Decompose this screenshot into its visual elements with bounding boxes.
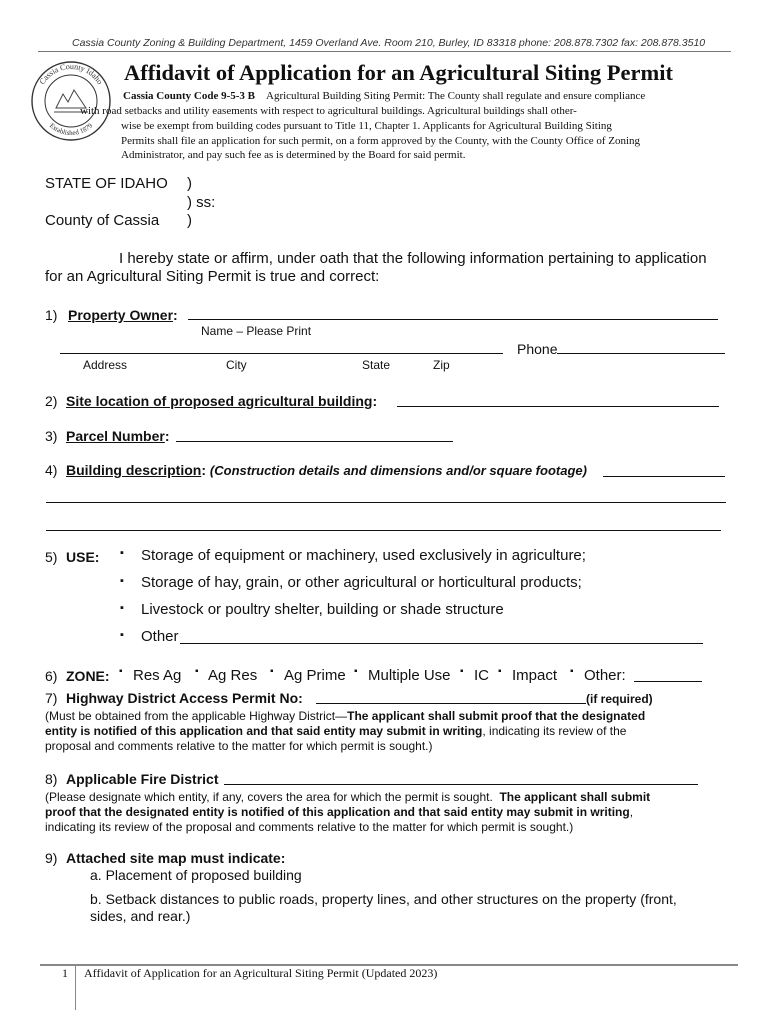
q5-option-4: Other: [141, 628, 179, 645]
seal-bottom-text: Established 1879: [47, 121, 95, 138]
q3-label-wrap: [66, 428, 170, 444]
code-ref: Cassia County Code 9-5-3 B: [123, 90, 256, 102]
q5-number: 5): [45, 549, 58, 565]
zone-option-res-ag: Res Ag: [133, 667, 182, 684]
q8-note-c: proof that the designated entity is notified of this application and that said entity may submit in writing: [45, 805, 630, 819]
zone-checkbox-1[interactable]: ▪: [119, 666, 123, 677]
q1-address-hint: Address: [83, 358, 128, 372]
parcel-number-field[interactable]: [176, 441, 453, 442]
q2-number: 2): [45, 393, 58, 409]
venue-county: County of Cassia: [45, 212, 160, 229]
zone-checkbox-5[interactable]: ▪: [460, 666, 464, 677]
q7-note-a: (Must be obtained from the applicable Highway District—: [45, 709, 348, 723]
q5-checkbox-3[interactable]: ▪: [120, 602, 124, 614]
q8-label: Applicable Fire District: [66, 771, 219, 787]
zone-option-ic: IC: [474, 667, 489, 684]
building-description-field-3[interactable]: [46, 530, 721, 531]
fire-district-field[interactable]: [224, 784, 698, 785]
code-line-3: wise be exempt from building codes pursuant to Title 11, Chapter 1. Applicants for Agricultural Building Siting: [121, 120, 612, 132]
svg-text:Established 1879: [48, 121, 95, 137]
site-location-field[interactable]: [397, 406, 719, 407]
q9-item-b-line-1: b. Setback distances to public roads, property lines, and other structures on the property (front,: [90, 891, 677, 907]
q1-name-hint: Name – Please Print: [201, 324, 312, 338]
q1-zip-hint: Zip: [433, 358, 450, 372]
q5-option-2: Storage of hay, grain, or other agricultural or horticultural products;: [141, 574, 582, 591]
q8-note-line-3: indicating its review of the proposal and comments relative to the matter for which permit is sought.): [45, 820, 574, 834]
header-address: Cassia County Zoning & Building Department, 1459 Overland Ave. Room 210, Burley, ID 83318 phone: 208.878.7302 fax: 208.878.3510: [72, 37, 706, 49]
footer-text: Affidavit of Application for an Agricultural Siting Permit (Updated 2023): [84, 966, 438, 980]
svg-text:Cassia County Idaho: [37, 62, 104, 86]
zone-checkbox-4[interactable]: ▪: [354, 666, 358, 677]
building-description-field-1[interactable]: [603, 476, 725, 477]
q8-note-d: ,: [629, 805, 634, 819]
q2-colon: :: [372, 393, 378, 409]
page-title: Affidavit of Application for an Agricultural Siting Permit: [124, 60, 673, 85]
q7-number: 7): [45, 690, 58, 706]
q7-note-d: , indicating its review of the: [482, 724, 627, 738]
venue-state: STATE OF IDAHO: [45, 175, 168, 192]
q5-label: USE:: [66, 549, 100, 565]
q2-label: Site location of proposed agricultural building: [66, 393, 373, 409]
q5-checkbox-4[interactable]: ▪: [120, 629, 124, 641]
zone-option-multiple-use: Multiple Use: [368, 667, 451, 684]
q6-label: ZONE:: [66, 668, 110, 684]
q7-label: Highway District Access Permit No:: [66, 690, 303, 706]
zone-option-other: Other:: [584, 667, 626, 684]
q7-suffix: (if required): [586, 692, 653, 706]
q1-state-hint: State: [362, 358, 391, 372]
oath-line-2: for an Agricultural Siting Permit is true and correct:: [45, 268, 380, 285]
q5-option-1: Storage of equipment or machinery, used exclusively in agriculture;: [141, 547, 586, 564]
oath-line-1: I hereby state or affirm, under oath that the following information pertaining to application: [119, 250, 707, 267]
code-text-1: Agricultural Building Siting Permit: The County shall regulate and ensure compliance: [266, 90, 646, 102]
q1-colon: :: [173, 307, 178, 323]
q3-colon: :: [164, 428, 170, 444]
zone-other-field[interactable]: [634, 681, 702, 682]
q8-number: 8): [45, 771, 58, 787]
venue-paren-ss: ) ss:: [187, 194, 216, 211]
q5-checkbox-2[interactable]: ▪: [120, 575, 124, 587]
venue-paren-3: ): [187, 212, 192, 229]
q4-label: Building description: [66, 462, 202, 478]
highway-permit-field[interactable]: [316, 703, 586, 704]
zone-option-impact: Impact: [512, 667, 558, 684]
zone-option-ag-prime: Ag Prime: [284, 667, 346, 684]
owner-address-field[interactable]: [60, 353, 503, 354]
q1-number: 1): [45, 307, 58, 323]
zone-checkbox-2[interactable]: ▪: [195, 666, 199, 677]
code-line-2: with road setbacks and utility easements with respect to agricultural buildings. Agricultural buildings shall other-: [80, 105, 577, 117]
q4-colon: :: [201, 462, 207, 478]
venue-paren-1: ): [187, 175, 192, 192]
footer-divider: [75, 966, 76, 1010]
q1-city-hint: City: [226, 358, 247, 372]
q1-label-wrap: [68, 307, 178, 323]
zone-option-ag-res: Ag Res: [208, 667, 258, 684]
q4-label-wrap: [66, 462, 587, 478]
q9-item-b-line-2: sides, and rear.): [90, 908, 191, 924]
page-number: 1: [62, 966, 68, 980]
header-rule: [38, 51, 731, 52]
q2-label-wrap: [66, 393, 377, 409]
county-seal-logo: [30, 60, 112, 142]
owner-name-field[interactable]: [188, 319, 718, 320]
q1-label: Property Owner: [68, 307, 174, 323]
q7-note-c: entity is notified of this application and that said entity may submit in writing: [45, 724, 483, 738]
zone-checkbox-3[interactable]: ▪: [270, 666, 274, 677]
q1-phone-label: Phone: [517, 341, 558, 357]
q7-note-b: The applicant shall submit proof that the designated: [347, 709, 646, 723]
q7-note-line-3: proposal and comments relative to the matter for which permit is sought.): [45, 739, 433, 753]
code-line-5: Administrator, and pay such fee as is determined by the Board for said permit.: [121, 149, 466, 161]
building-description-field-2[interactable]: [46, 502, 726, 503]
use-other-field[interactable]: [180, 643, 703, 644]
zone-checkbox-6[interactable]: ▪: [498, 666, 502, 677]
q4-hint: (Construction details and dimensions and/or square footage): [209, 463, 587, 478]
q9-number: 9): [45, 850, 58, 866]
q8-note-b: The applicant shall submit: [499, 790, 651, 804]
q9-item-a: a. Placement of proposed building: [90, 867, 302, 883]
q3-number: 3): [45, 428, 58, 444]
q5-checkbox-1[interactable]: ▪: [120, 547, 124, 559]
owner-phone-field[interactable]: [557, 353, 725, 354]
code-line-1: [123, 89, 645, 105]
seal-top-text: Cassia County Idaho: [37, 61, 105, 87]
q3-label: Parcel Number: [66, 428, 165, 444]
q9-label: Attached site map must indicate:: [66, 850, 286, 866]
q5-option-3: Livestock or poultry shelter, building or shade structure: [141, 601, 504, 618]
code-line-4: Permits shall file an application for such permit, on a form approved by the County, with the County Office of Zoning: [121, 135, 641, 147]
q8-note-a: (Please designate which entity, if any, covers the area for which the permit is sought.: [45, 790, 493, 804]
q6-number: 6): [45, 668, 58, 684]
zone-checkbox-7[interactable]: ▪: [570, 666, 574, 677]
q4-number: 4): [45, 462, 58, 478]
